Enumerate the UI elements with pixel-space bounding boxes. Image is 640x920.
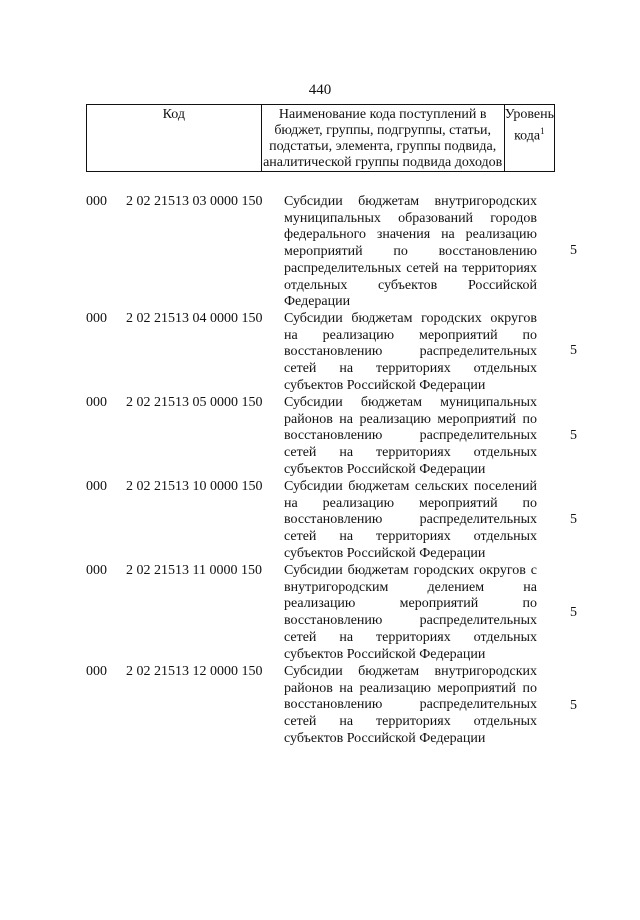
table-row xyxy=(86,563,586,664)
table-row xyxy=(86,311,586,395)
revenue-name: Субсидии бюджетам городских округов на реализацию мероприятий по восстановлению распределительных сетей на территориях отдельных субъектов Российской Федерации xyxy=(284,311,537,393)
header-name: Наименование кода поступлений в бюджет, группы, подгруппы, статьи, подстатьи, элемента, группы подвида, аналитической группы подвида доходов xyxy=(262,105,505,171)
admin-code: 000 xyxy=(86,563,107,578)
table-header xyxy=(86,104,555,172)
code-level: 5 xyxy=(570,428,577,443)
code-level: 5 xyxy=(570,243,577,258)
revenue-name: Субсидии бюджетам внутригородских муниципальных образований городов федерального значения на реализацию мероприятий по восстановлению распределительных сетей на территориях отдельных субъектов Российской Федерации xyxy=(284,194,537,310)
revenue-name: Субсидии бюджетам сельских поселений на реализацию мероприятий по восстановлению распределительных сетей на территориях отдельных субъектов Российской Федерации xyxy=(284,479,537,561)
revenue-code: 2 02 21513 05 0000 150 xyxy=(126,395,263,410)
revenue-code: 2 02 21513 03 0000 150 xyxy=(126,194,263,209)
table-row xyxy=(86,664,586,748)
page-number: 440 xyxy=(308,82,332,98)
revenue-name: Субсидии бюджетам городских округов с внутригородским делением на реализацию мероприятий по восстановлению распределительных сетей на территориях отдельных субъектов Российской Федерации xyxy=(284,563,537,662)
header-level xyxy=(505,105,554,171)
revenue-code: 2 02 21513 10 0000 150 xyxy=(126,479,263,494)
code-level: 5 xyxy=(570,605,577,620)
header-code: Код xyxy=(87,105,262,171)
revenue-name: Субсидии бюджетам внутригородских районов на реализацию мероприятий по восстановлению распределительных сетей на территориях отдельных субъектов Российской Федерации xyxy=(284,664,537,746)
header-level-label: Уровень кода xyxy=(504,107,554,144)
admin-code: 000 xyxy=(86,311,107,326)
revenue-name: Субсидии бюджетам муниципальных районов на реализацию мероприятий по восстановлению распределительных сетей на территориях отдельных субъектов Российской Федерации xyxy=(284,395,537,477)
code-level: 5 xyxy=(570,343,577,358)
admin-code: 000 xyxy=(86,664,107,679)
revenue-code: 2 02 21513 11 0000 150 xyxy=(126,563,262,578)
header-level-footnote: 1 xyxy=(540,126,545,136)
table-row xyxy=(86,395,586,479)
admin-code: 000 xyxy=(86,479,107,494)
revenue-code: 2 02 21513 12 0000 150 xyxy=(126,664,263,679)
admin-code: 000 xyxy=(86,194,107,209)
revenue-code: 2 02 21513 04 0000 150 xyxy=(126,311,263,326)
table-row xyxy=(86,194,586,311)
table-body xyxy=(86,194,586,748)
table-row xyxy=(86,479,586,563)
code-level: 5 xyxy=(570,512,577,527)
code-level: 5 xyxy=(570,698,577,713)
admin-code: 000 xyxy=(86,395,107,410)
